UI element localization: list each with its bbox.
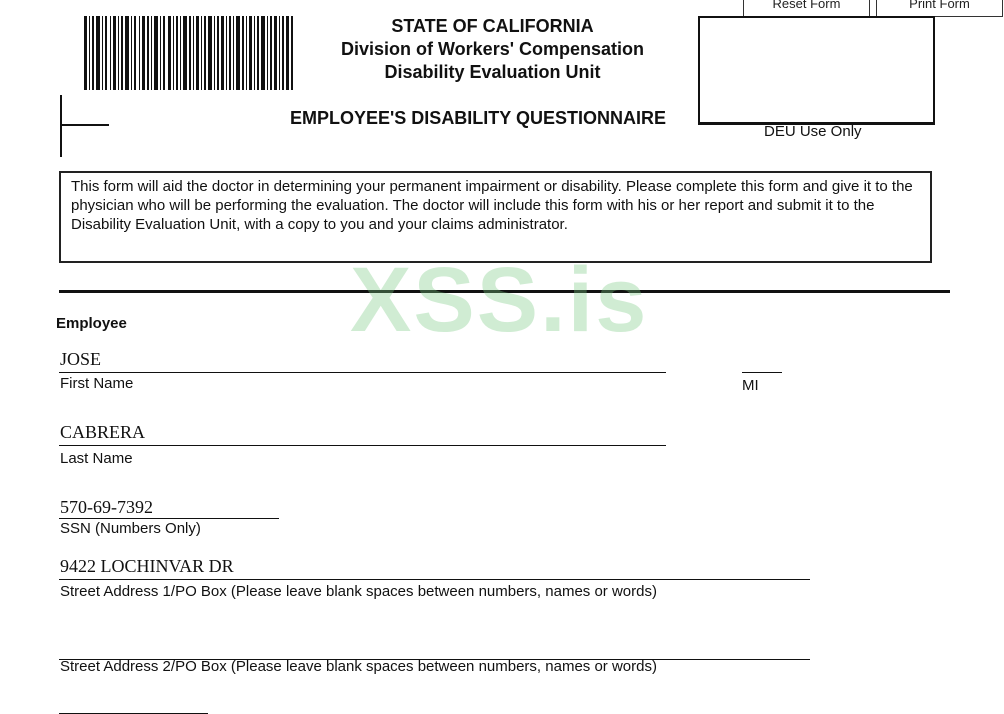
employee-section-label: Employee — [56, 315, 127, 332]
first-name-underline — [59, 372, 666, 373]
street-address-1-field[interactable]: 9422 LOCHINVAR DR — [60, 556, 234, 576]
corner-mark — [60, 95, 62, 157]
deu-use-only-box — [698, 16, 935, 125]
ssn-label: SSN (Numbers Only) — [60, 520, 201, 537]
watermark-text: XSS.is — [350, 249, 649, 351]
header-state: STATE OF CALIFORNIA — [391, 16, 594, 36]
barcode-image — [84, 16, 294, 90]
street-address-2-label: Street Address 2/PO Box (Please leave blank spaces between numbers, names or words) — [60, 658, 657, 675]
header-unit: Disability Evaluation Unit — [384, 62, 601, 82]
reset-form-button[interactable]: Reset Form — [743, 0, 870, 17]
header-division: Division of Workers' Compensation — [341, 39, 644, 59]
street-address-1-label: Street Address 1/PO Box (Please leave blank spaces between numbers, names or words) — [60, 583, 657, 600]
deu-use-only-label: DEU Use Only — [764, 123, 862, 140]
last-name-label: Last Name — [60, 450, 133, 467]
form-title: EMPLOYEE'S DISABILITY QUESTIONNAIRE — [290, 108, 666, 128]
ssn-field[interactable]: 570-69-7392 — [60, 497, 153, 517]
first-name-label: First Name — [60, 375, 134, 392]
last-name-field[interactable]: CABRERA — [60, 422, 146, 442]
print-form-button[interactable]: Print Form — [876, 0, 1003, 17]
mi-label: MI — [742, 377, 759, 394]
mi-underline — [742, 372, 782, 373]
first-name-field[interactable]: JOSE — [60, 349, 102, 369]
corner-mark-arm — [60, 124, 109, 126]
last-name-underline — [59, 445, 666, 446]
street-address-1-underline — [59, 579, 810, 580]
ssn-underline — [59, 518, 279, 519]
instructions-text: This form will aid the doctor in determining your permanent impairment or disability. Please complete this form and give it to the physician who will be performing the evaluation. The doctor will include this form with his or her report and submit it to the Disability Evaluation Unit, with a copy to you and your claims administrator. — [71, 178, 913, 233]
